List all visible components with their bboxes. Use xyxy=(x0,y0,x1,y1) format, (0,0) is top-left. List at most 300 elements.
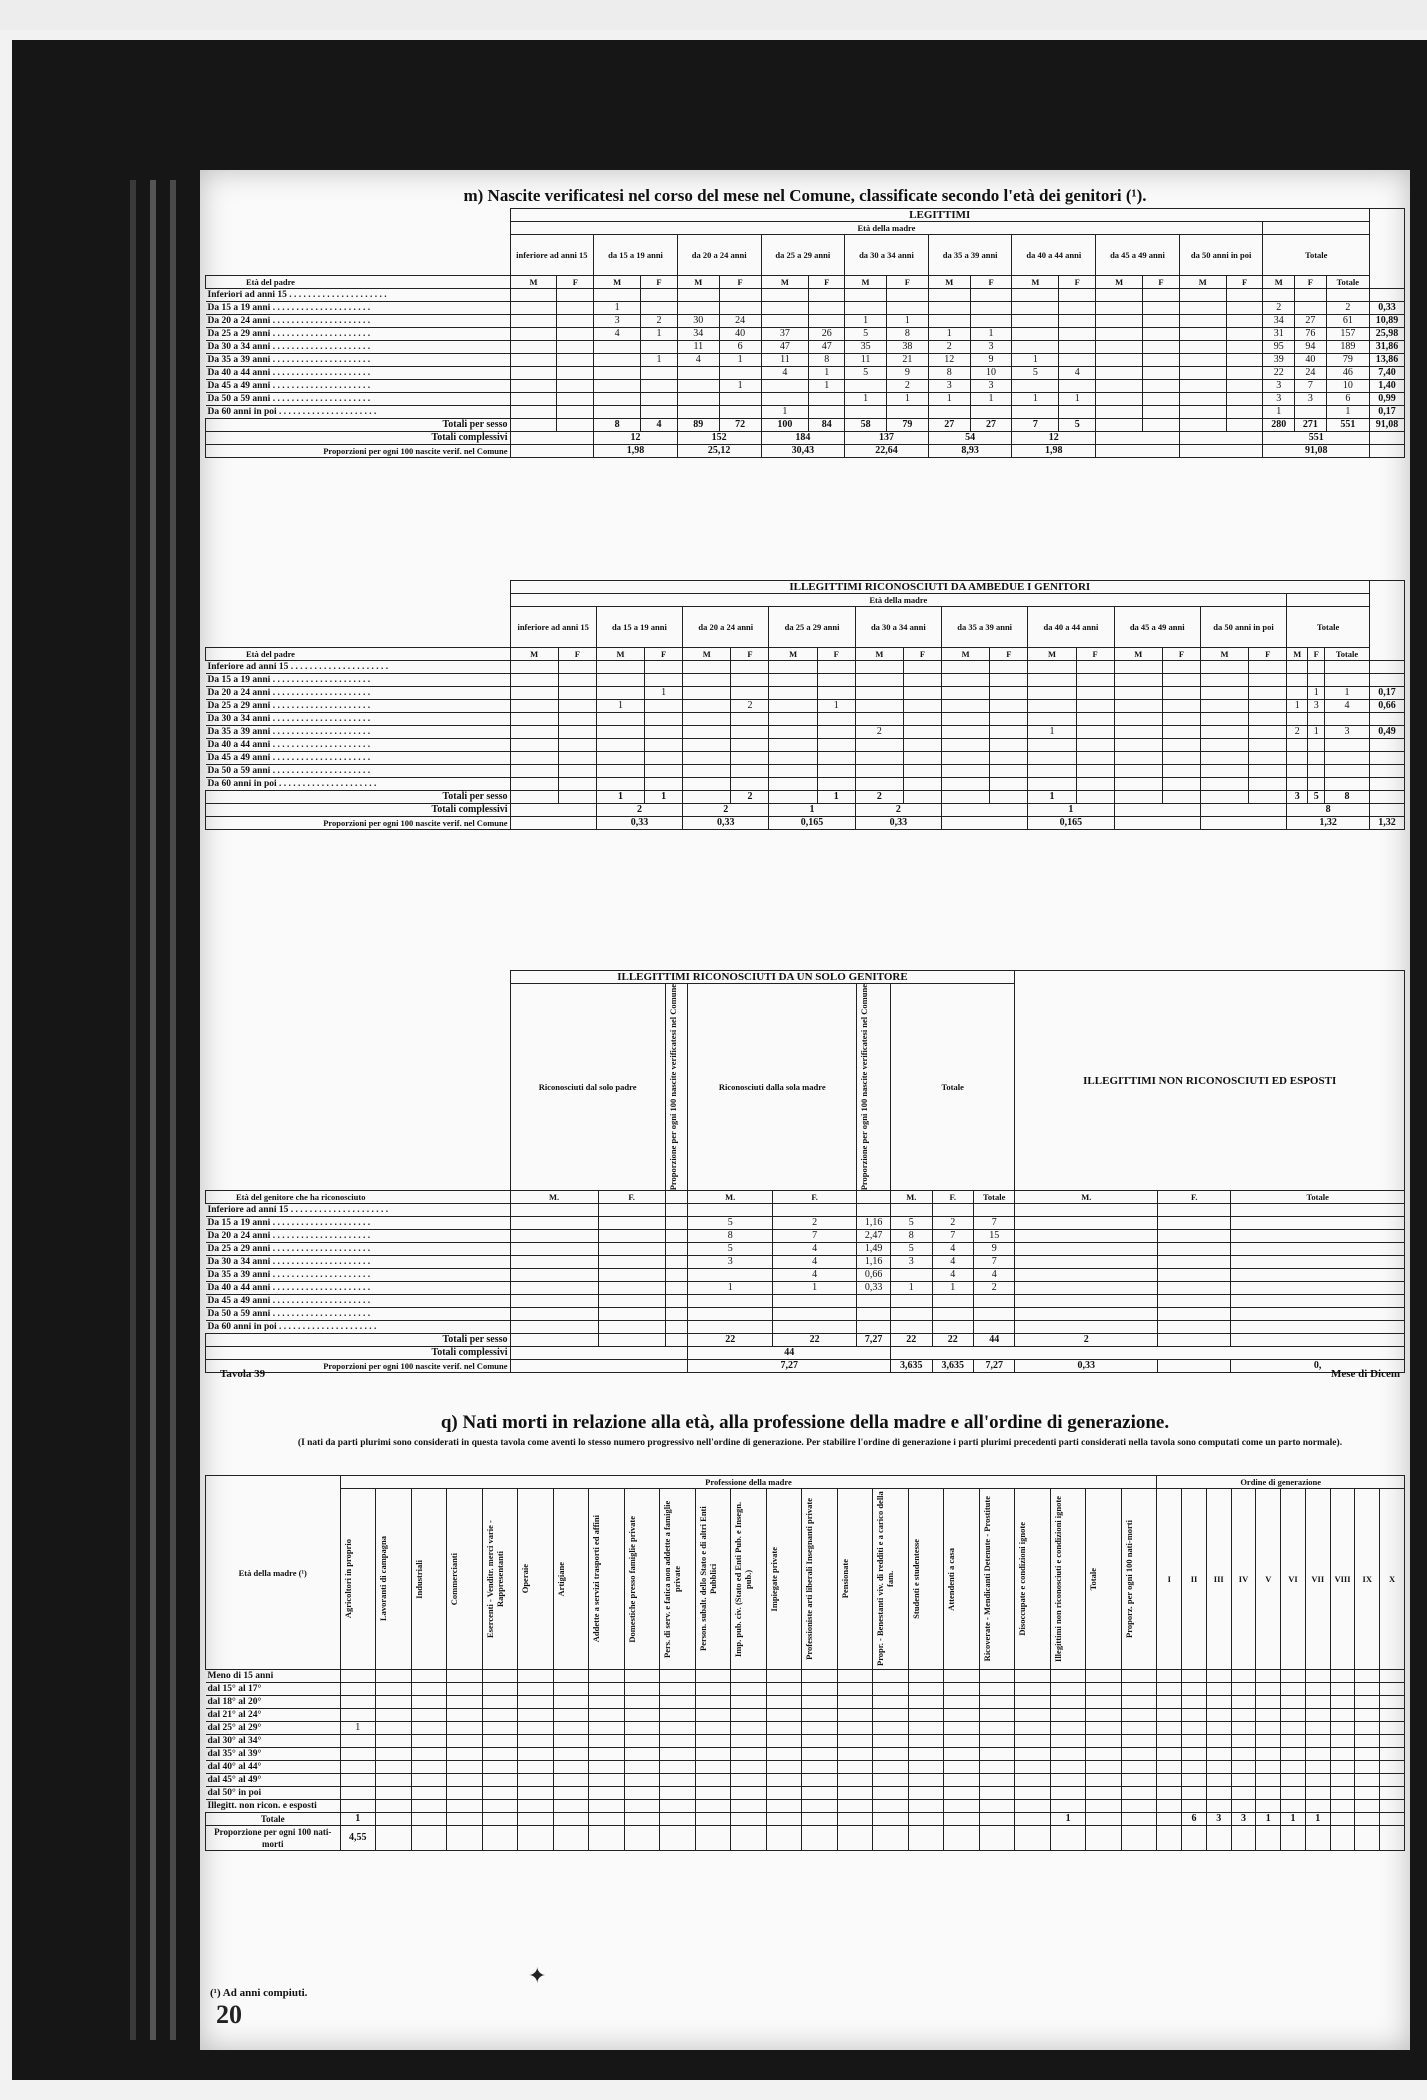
row-proportion xyxy=(1370,739,1405,752)
table-cell xyxy=(855,700,903,713)
table-cell xyxy=(855,739,903,752)
row-proportion: 25,98 xyxy=(1370,328,1405,341)
table-cell: 1 xyxy=(845,393,887,406)
table-cell xyxy=(908,1722,944,1735)
table-cell xyxy=(891,1347,1405,1360)
row-label: Da 30 a 34 anni . . . . . . . . . . . . . . . . . . . . . xyxy=(206,1256,511,1269)
table-cell xyxy=(411,1761,447,1774)
table-row xyxy=(206,674,1405,687)
row-label: Da 60 anni in poi . . . . . . . . . . . . . . . . . . . . . xyxy=(206,778,511,791)
table-cell xyxy=(1012,302,1059,315)
table-cell xyxy=(558,674,596,687)
table-cell xyxy=(1015,1308,1158,1321)
table-cell xyxy=(677,302,719,315)
table-cell: 3 xyxy=(970,341,1012,354)
table-row xyxy=(206,354,1405,367)
sub-header: M. xyxy=(891,1191,933,1204)
table-cell xyxy=(886,289,928,302)
table-cell xyxy=(944,1683,980,1696)
table-cell xyxy=(817,752,855,765)
table-cell xyxy=(1305,1683,1330,1696)
sex-header: M xyxy=(1263,276,1295,289)
table-cell xyxy=(932,1204,974,1217)
table-cell xyxy=(1059,302,1096,315)
table-cell: 551 xyxy=(1326,419,1369,432)
sex-header: M xyxy=(677,276,719,289)
table-cell xyxy=(886,406,928,419)
table-cell xyxy=(1050,1683,1086,1696)
table-cell xyxy=(482,1813,518,1826)
table-cell xyxy=(683,700,731,713)
table-cell xyxy=(510,1217,598,1230)
table-cell xyxy=(944,1800,980,1813)
table-cell xyxy=(1231,1321,1405,1334)
table-cell xyxy=(683,791,731,804)
non-riconosciuti-header: ILLEGITTIMI NON RICONOSCIUTI ED ESPOSTI xyxy=(1015,971,1405,1191)
table-cell xyxy=(1330,1774,1355,1787)
table-cell xyxy=(1256,1800,1281,1813)
table-cell xyxy=(1121,1800,1157,1813)
table-cell xyxy=(695,1748,731,1761)
table-cell xyxy=(1157,1670,1182,1683)
row-label: Da 40 a 44 anni . . . . . . . . . . . . . . . . . . . . . xyxy=(206,1282,511,1295)
table-cell xyxy=(482,1787,518,1800)
table-cell xyxy=(1380,1722,1405,1735)
table-cell xyxy=(1281,1670,1306,1683)
table-cell xyxy=(683,778,731,791)
table-cell xyxy=(1096,445,1180,458)
table-cell xyxy=(809,315,845,328)
table-row xyxy=(206,1735,1405,1748)
table-cell xyxy=(557,419,594,432)
table-cell xyxy=(482,1774,518,1787)
prop-header xyxy=(1370,581,1405,661)
table-cell: 47 xyxy=(761,341,809,354)
table-cell xyxy=(340,1787,376,1800)
table-cell: 4,55 xyxy=(340,1826,376,1851)
table-cell xyxy=(411,1748,447,1761)
table-cell xyxy=(1076,661,1114,674)
table-cell xyxy=(660,1800,696,1813)
table-cell: 8 xyxy=(688,1230,773,1243)
table-cell xyxy=(944,1826,980,1851)
table-cell xyxy=(598,1308,665,1321)
table-cell: 1 xyxy=(1281,1813,1306,1826)
table-cell xyxy=(1076,791,1114,804)
table-cell xyxy=(510,791,558,804)
table-cell xyxy=(1256,1761,1281,1774)
table-cell xyxy=(773,1321,857,1334)
scan-streak xyxy=(150,180,156,2040)
table-cell xyxy=(624,1683,660,1696)
profession-col-header xyxy=(731,1489,767,1670)
profession-col-header xyxy=(873,1489,909,1670)
table-cell xyxy=(596,687,644,700)
table-cell: 11 xyxy=(761,354,809,367)
table-cell xyxy=(1015,1735,1051,1748)
table-cell xyxy=(1012,289,1059,302)
table-cell: 12 xyxy=(928,354,970,367)
table-cell: 22 xyxy=(773,1334,857,1347)
table-cell xyxy=(1096,432,1180,445)
table-row xyxy=(206,1295,1405,1308)
table-row xyxy=(206,778,1405,791)
table-row xyxy=(206,739,1405,752)
table-cell xyxy=(1143,367,1180,380)
table-cell xyxy=(1330,1696,1355,1709)
table-cell: 1 xyxy=(809,380,845,393)
table-cell xyxy=(1050,1696,1086,1709)
table-cell: 89 xyxy=(677,419,719,432)
table-cell xyxy=(908,1709,944,1722)
table-cell xyxy=(510,713,558,726)
table-cell xyxy=(1143,380,1180,393)
sex-header: M xyxy=(1012,276,1059,289)
sex-header: F xyxy=(1226,276,1263,289)
table-cell xyxy=(974,1204,1015,1217)
table-cell xyxy=(510,817,596,830)
table-cell xyxy=(974,1321,1015,1334)
table-cell xyxy=(1380,1826,1405,1851)
table-cell xyxy=(1305,1748,1330,1761)
profession-col-text: Illegittimi non riconosciuti e condizioni ignote xyxy=(1052,1496,1063,1662)
table-cell xyxy=(1287,687,1308,700)
totals-row xyxy=(206,419,1405,432)
table-row xyxy=(206,661,1405,674)
table-row xyxy=(206,752,1405,765)
totals-label: Totali per sesso xyxy=(206,791,511,804)
table-cell xyxy=(665,1269,688,1282)
table-cell xyxy=(873,1774,909,1787)
table-cell xyxy=(1086,1813,1122,1826)
table-cell xyxy=(1157,1722,1182,1735)
table-cell xyxy=(855,752,903,765)
table-cell xyxy=(837,1826,873,1851)
table-cell xyxy=(1157,1787,1182,1800)
table-cell xyxy=(908,1813,944,1826)
table-cell xyxy=(510,419,557,432)
table-cell: 1 xyxy=(1263,406,1295,419)
table-cell: 7 xyxy=(773,1230,857,1243)
table-cell xyxy=(553,1774,589,1787)
table-cell xyxy=(1308,674,1325,687)
blank-header xyxy=(206,581,511,648)
table-cell xyxy=(594,367,641,380)
table-cell xyxy=(908,1670,944,1683)
table-cell: 22,64 xyxy=(845,445,929,458)
row-proportion: 0,99 xyxy=(1370,393,1405,406)
table-cell xyxy=(857,1204,891,1217)
table-cell: 7,27 xyxy=(857,1334,891,1347)
table-cell: 1 xyxy=(769,804,855,817)
row-label: Da 25 a 29 anni . . . . . . . . . . . . . . . . . . . . . xyxy=(206,700,511,713)
sex-header: F xyxy=(1308,648,1325,661)
table-cell xyxy=(1114,713,1162,726)
table-cell xyxy=(932,1308,974,1321)
row-proportion: 0,17 xyxy=(1370,687,1405,700)
table-cell xyxy=(589,1774,625,1787)
table-cell xyxy=(1200,778,1248,791)
table-cell: 0,33 xyxy=(683,817,769,830)
sub-header: M. xyxy=(688,1191,773,1204)
table-cell xyxy=(731,1787,767,1800)
table-cell xyxy=(944,1748,980,1761)
row-label: Da 20 a 24 anni . . . . . . . . . . . . . . . . . . . . . xyxy=(206,315,511,328)
row-label: Da 45 a 49 anni . . . . . . . . . . . . . . . . . . . . . xyxy=(206,752,511,765)
table-cell xyxy=(645,674,683,687)
table-cell: 4 xyxy=(594,328,641,341)
totals-label: Proporzioni per ogni 100 nascite verif. nel Comune xyxy=(206,445,511,458)
table-cell: 3,635 xyxy=(891,1360,933,1373)
table-cell xyxy=(1096,393,1143,406)
table-cell: 1 xyxy=(596,791,644,804)
table-cell xyxy=(376,1761,412,1774)
table-cell xyxy=(766,1761,802,1774)
table-cell xyxy=(1015,1295,1158,1308)
table-cell xyxy=(837,1735,873,1748)
age-group-header: da 15 a 19 anni xyxy=(596,607,682,648)
table-cell xyxy=(979,1774,1015,1787)
sex-header: M xyxy=(1179,276,1226,289)
table-cell: 21 xyxy=(886,354,928,367)
profession-col-text: Addette a servizi trasporti ed affini xyxy=(591,1515,602,1643)
table-cell xyxy=(665,1334,688,1347)
row-proportion xyxy=(1370,674,1405,687)
prop-header-vertical xyxy=(665,984,688,1191)
table-cell: 22 xyxy=(932,1334,974,1347)
table-row xyxy=(206,328,1405,341)
table-cell xyxy=(1076,765,1114,778)
table-cell: 25,12 xyxy=(677,445,761,458)
table-cell: 3 xyxy=(891,1256,933,1269)
table-cell: 1 xyxy=(1326,406,1369,419)
table-cell xyxy=(660,1748,696,1761)
table-cell xyxy=(553,1683,589,1696)
table-cell xyxy=(855,713,903,726)
table-cell: 2 xyxy=(641,315,678,328)
table-cell xyxy=(1059,315,1096,328)
table-cell xyxy=(1114,791,1162,804)
table-cell: 1 xyxy=(970,328,1012,341)
totals-label: Totale xyxy=(206,1813,341,1826)
table-cell xyxy=(941,791,989,804)
table-row xyxy=(206,1748,1405,1761)
table-cell xyxy=(908,1800,944,1813)
table-cell: 22 xyxy=(688,1334,773,1347)
table-cell xyxy=(1114,778,1162,791)
table-cell xyxy=(645,752,683,765)
table-cell xyxy=(1050,1670,1086,1683)
table-cell xyxy=(817,687,855,700)
sex-header: M xyxy=(683,648,731,661)
table-cell xyxy=(1380,1774,1405,1787)
table-cell xyxy=(837,1696,873,1709)
table-cell xyxy=(376,1696,412,1709)
table-cell xyxy=(1050,1748,1086,1761)
table-cell xyxy=(340,1735,376,1748)
table-cell xyxy=(553,1696,589,1709)
table-cell xyxy=(695,1735,731,1748)
table-cell: 4 xyxy=(773,1256,857,1269)
table-cell: 2 xyxy=(932,1217,974,1230)
table-cell xyxy=(1050,1774,1086,1787)
table-cell xyxy=(1256,1696,1281,1709)
table-cell: 5 xyxy=(891,1217,933,1230)
table-cell xyxy=(809,393,845,406)
table-cell xyxy=(1015,1774,1051,1787)
table-cell: 72 xyxy=(719,419,761,432)
sex-header: M xyxy=(1287,648,1308,661)
table-cell: 2 xyxy=(683,804,769,817)
table-cell xyxy=(683,765,731,778)
table-cell xyxy=(1059,289,1096,302)
table-cell xyxy=(1200,752,1248,765)
table-cell xyxy=(589,1722,625,1735)
table-cell xyxy=(598,1217,665,1230)
table-cell: 24 xyxy=(1295,367,1327,380)
table-cell xyxy=(837,1748,873,1761)
row-label: Da 20 a 24 anni . . . . . . . . . . . . . . . . . . . . . xyxy=(206,687,511,700)
table-cell xyxy=(553,1722,589,1735)
professione-header: Professione della madre xyxy=(340,1476,1157,1489)
table-cell xyxy=(766,1748,802,1761)
sex-header: F xyxy=(641,276,678,289)
table-cell xyxy=(928,302,970,315)
table-cell xyxy=(857,1295,891,1308)
table-cell xyxy=(1121,1709,1157,1722)
table-cell: 3 xyxy=(1231,1813,1256,1826)
table-cell xyxy=(857,1321,891,1334)
totale-header: Totale xyxy=(1263,235,1370,276)
table-row xyxy=(206,1230,1405,1243)
table-cell xyxy=(510,1269,598,1282)
table-cell xyxy=(766,1787,802,1800)
table-cell xyxy=(1330,1787,1355,1800)
table-cell xyxy=(1355,1735,1380,1748)
table-cell xyxy=(1086,1722,1122,1735)
table-cell xyxy=(769,700,817,713)
table-cell xyxy=(594,289,641,302)
table-cell: 2 xyxy=(596,804,682,817)
table-cell xyxy=(510,1243,598,1256)
table-cell xyxy=(731,1735,767,1748)
table-cell xyxy=(510,1204,598,1217)
table-cell: 1 xyxy=(719,354,761,367)
table-cell xyxy=(482,1826,518,1851)
table-cell xyxy=(510,1360,688,1373)
table-cell xyxy=(766,1735,802,1748)
table-cell: 1 xyxy=(761,406,809,419)
table-nati-morti xyxy=(205,1475,1405,1851)
totals-proportion xyxy=(1370,791,1405,804)
table-cell xyxy=(624,1709,660,1722)
table-cell xyxy=(510,778,558,791)
table-cell: 4 xyxy=(932,1243,974,1256)
table-cell xyxy=(809,406,845,419)
table-cell xyxy=(1086,1696,1122,1709)
age-group-header: inferiore ad anni 15 xyxy=(510,235,594,276)
table-cell xyxy=(660,1813,696,1826)
table-cell: 157 xyxy=(1326,328,1369,341)
table-cell xyxy=(553,1709,589,1722)
eta-padre-header: Età del padre xyxy=(206,648,511,661)
table-cell: 3 xyxy=(688,1256,773,1269)
table-cell: 4 xyxy=(677,354,719,367)
table-cell xyxy=(557,328,594,341)
table-cell xyxy=(908,1774,944,1787)
row-label: Da 30 a 34 anni . . . . . . . . . . . . . . . . . . . . . xyxy=(206,341,511,354)
profession-col-header xyxy=(482,1489,518,1670)
sub-header: Totale xyxy=(974,1191,1015,1204)
table-cell: 5 xyxy=(1059,419,1096,432)
table-cell: 79 xyxy=(1326,354,1369,367)
table-cell: 24 xyxy=(719,315,761,328)
table-cell: 11 xyxy=(677,341,719,354)
table-cell xyxy=(1249,700,1287,713)
table-cell xyxy=(817,739,855,752)
table-cell xyxy=(1308,778,1325,791)
sub-header: Totale xyxy=(1231,1191,1405,1204)
table-cell xyxy=(1249,791,1287,804)
table-cell xyxy=(598,1204,665,1217)
table-cell xyxy=(645,661,683,674)
table-cell xyxy=(510,739,558,752)
table-cell xyxy=(908,1761,944,1774)
table-row xyxy=(206,406,1405,419)
table-row xyxy=(206,726,1405,739)
table-cell xyxy=(941,752,989,765)
table-cell xyxy=(1200,765,1248,778)
table-cell xyxy=(766,1709,802,1722)
table-cell: 1 xyxy=(932,1282,974,1295)
table-cell xyxy=(1086,1761,1122,1774)
table-cell: 35 xyxy=(845,341,887,354)
table-row xyxy=(206,1722,1405,1735)
table-cell xyxy=(598,1256,665,1269)
table-cell xyxy=(1330,1683,1355,1696)
table-cell xyxy=(510,1334,598,1347)
table-cell xyxy=(510,804,596,817)
table-cell xyxy=(1015,1243,1158,1256)
row-proportion xyxy=(1370,713,1405,726)
table-cell xyxy=(1370,432,1405,445)
table-cell xyxy=(660,1722,696,1735)
table-cell xyxy=(411,1787,447,1800)
table-cell xyxy=(594,393,641,406)
table-cell xyxy=(802,1800,838,1813)
profession-col-header xyxy=(411,1489,447,1670)
row-label: Da 50 a 59 anni . . . . . . . . . . . . . . . . . . . . . xyxy=(206,393,511,406)
table-cell: 4 xyxy=(932,1256,974,1269)
table-cell: 1 xyxy=(1012,393,1059,406)
table-cell xyxy=(510,302,557,315)
table-cell: 1 xyxy=(340,1722,376,1735)
table-cell: 1 xyxy=(1028,726,1076,739)
table-cell xyxy=(1179,406,1226,419)
row-label: Da 15 a 19 anni . . . . . . . . . . . . . . . . . . . . . xyxy=(206,302,511,315)
table-cell: 3 xyxy=(1263,393,1295,406)
profession-col-text: Imp. pub. civ. (Stato ed Enti Pub. e Insegn. pub.) xyxy=(733,1501,754,1657)
row-proportion: 31,86 xyxy=(1370,341,1405,354)
row-proportion: 0,49 xyxy=(1370,726,1405,739)
table-cell xyxy=(1050,1722,1086,1735)
table-cell xyxy=(773,1204,857,1217)
table-row xyxy=(206,1774,1405,1787)
table-cell xyxy=(1182,1735,1207,1748)
profession-col-header xyxy=(589,1489,625,1670)
table-illegittimi-solo xyxy=(205,970,1405,1373)
table-cell xyxy=(1330,1813,1355,1826)
